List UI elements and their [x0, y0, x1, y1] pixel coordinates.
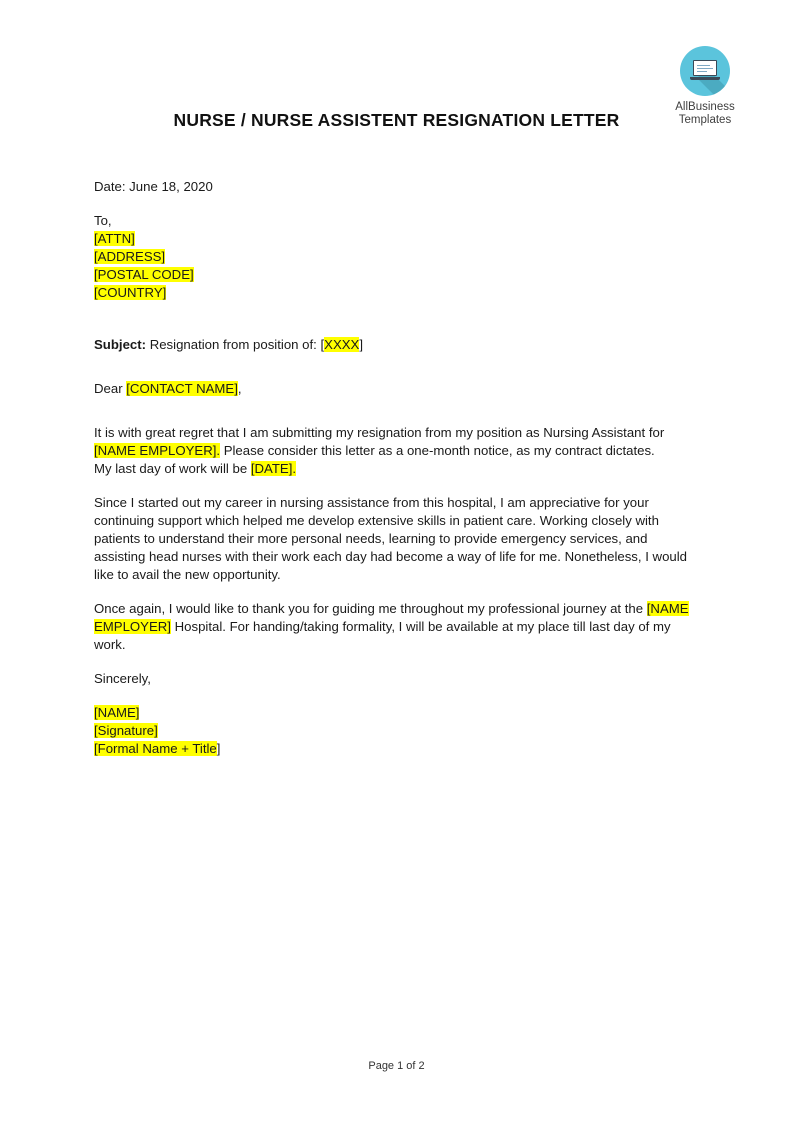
signature-name	[94, 704, 698, 722]
letter-body	[94, 178, 698, 758]
recipient-attn	[94, 230, 698, 248]
brand-name-line1: AllBusiness	[675, 101, 735, 113]
laptop-screen-line	[697, 65, 710, 66]
laptop-glyph	[690, 60, 720, 82]
recipient-address-value: [ADDRESS]	[94, 249, 166, 264]
paragraph-2: Since I started out my career in nursing assistance from this hospital, I am appreciative for your continuing support which helped me develop extensive skills in patient care. Working closely with patients to understand their more personal needs, learning to provide emergency services, and assisting head nurses with their work each day had become a way of life for me. Nonetheless, I would like to avail the new opportunity.	[94, 495, 688, 582]
laptop-screen-line	[697, 71, 707, 72]
salutation-placeholder: [CONTACT NAME]	[126, 381, 238, 396]
recipient-country-value: [COUNTRY]	[94, 285, 167, 300]
signature-name-value: [NAME]	[94, 705, 140, 720]
subject-closing-bracket: ]	[359, 337, 364, 352]
recipient-postal-code	[94, 266, 698, 284]
salutation-comma: ,	[237, 381, 242, 396]
laptop-icon	[680, 46, 730, 96]
page-title: NURSE / NURSE ASSISTENT RESIGNATION LETTER	[173, 110, 620, 130]
paragraph-1-part1: It is with great regret that I am submitting my resignation from my position as Nursing Assistant for	[94, 425, 665, 440]
paragraph-1-part2: Please consider this letter as a one-month notice, as my contract dictates.	[220, 443, 655, 458]
subject-text: Resignation from position of: [	[146, 337, 325, 352]
recipient-attn-value: [ATTN]	[94, 231, 135, 246]
paragraph-1	[94, 424, 698, 478]
paragraph-3-part2: Hospital. For handing/taking formality, I will be available at my place till last day of my work.	[94, 619, 671, 652]
subject-line	[94, 336, 698, 354]
signature-formal-title-value: [Formal Name + Title	[94, 741, 217, 756]
recipient-postal-code-value: [POSTAL CODE]	[94, 267, 194, 282]
subject-label: Subject:	[94, 337, 147, 352]
signature-block	[94, 704, 698, 758]
laptop-base	[690, 77, 720, 81]
paragraph-3-part1: Once again, I would like to thank you for guiding me throughout my professional journey at the	[94, 601, 647, 616]
recipient-country	[94, 284, 698, 302]
paragraph-1-employer: [NAME EMPLOYER].	[94, 443, 221, 458]
recipient-to-label: To,	[94, 213, 112, 228]
salutation-line	[94, 380, 698, 398]
paragraph-3	[94, 600, 698, 654]
laptop-screen-line	[697, 68, 713, 69]
page-footer: Page 1 of 2	[368, 1060, 425, 1072]
sign-off: Sincerely,	[94, 671, 151, 686]
signature-line-value: [Signature]	[94, 723, 158, 738]
brand-name-line2: Templates	[678, 114, 732, 126]
signature-line	[94, 722, 698, 740]
recipient-address	[94, 248, 698, 266]
paragraph-1-date: [DATE].	[250, 461, 297, 476]
signature-formal-title	[94, 740, 698, 758]
salutation-greeting: Dear	[94, 381, 127, 396]
signature-formal-title-tail: ]	[216, 741, 221, 756]
recipient-block	[94, 212, 698, 302]
date-line: Date: June 18, 2020	[94, 179, 213, 194]
paragraph-3-employer: [NAME EMPLOYER]	[94, 601, 689, 634]
laptop-screen	[693, 60, 717, 76]
paragraph-1-part3: My last day of work will be	[94, 461, 251, 476]
subject-placeholder: XXXX	[324, 337, 360, 352]
